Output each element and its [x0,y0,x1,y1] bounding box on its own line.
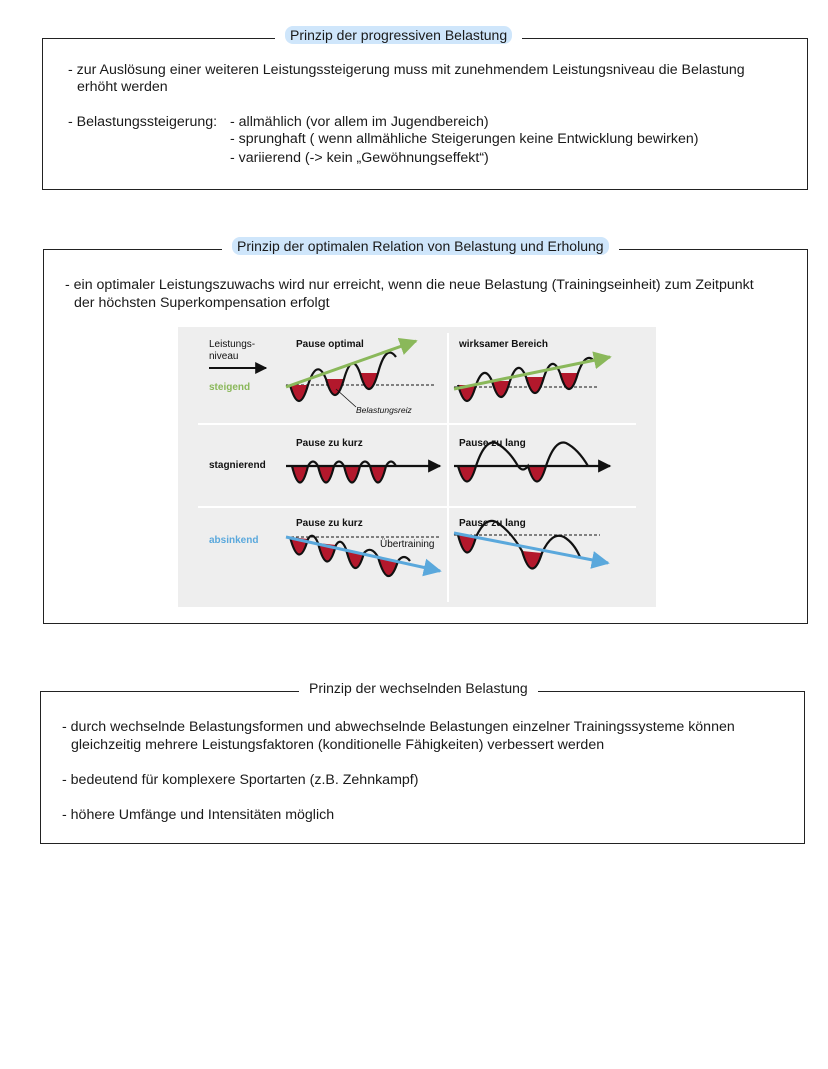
panel-label: Pause zu kurz [296,518,363,529]
panel-label: Pause zu lang [459,518,526,529]
row-label-absinkend: absinkend [209,535,259,546]
panel-label: wirksamer Bereich [459,339,548,350]
section-title [275,27,522,43]
list-item: - sprunghaft ( wenn allmähliche Steigerungen keine Entwicklung bewirken) [230,131,699,147]
list-item: - allmählich (vor allem im Jugendbereich) [230,114,489,130]
text-line: erhöht werden [77,79,168,95]
section-title-text: Prinzip der wechselnden Belastung [309,680,528,696]
row-label-stagnierend: stagnierend [209,460,266,471]
panel-label: Pause zu kurz [296,438,363,449]
section-load-recovery [43,238,808,624]
section-title [299,680,538,696]
annotation-belastungsreiz: Belastungsreiz [356,405,412,415]
list-item: - variierend (-> kein „Gewöhnungseffekt“) [230,150,489,166]
row-label-steigend: steigend [209,382,251,393]
section-alternating-load [40,680,805,844]
axis-label: niveau [209,351,239,362]
section-title-text: Prinzip der progressiven Belastung [285,26,512,44]
text-line: - höhere Umfänge und Intensitäten möglich [62,807,335,823]
text-line: der höchsten Superkompensation erfolgt [74,295,330,311]
axis-label: Leistungs- [209,339,256,350]
diagram-svg [178,327,656,607]
supercompensation-diagram [178,327,656,607]
text-line: - bedeutend für komplexere Sportarten (z.B. Zehnkampf) [62,772,419,788]
text-line: - durch wechselnde Belastungsformen und abwechselnde Belastungen einzelner Trainingssysteme können [62,719,735,735]
section-title-text: Prinzip der optimalen Relation von Belastung und Erholung [232,237,609,255]
annotation-uebertraining: Übertraining [380,539,435,550]
text-line: - ein optimaler Leistungszuwachs wird nur erreicht, wenn die neue Belastung (Trainingseinheit) zum Zeitpunkt [65,277,754,293]
text-line: gleichzeitig mehrere Leistungsfaktoren (konditionelle Fähigkeiten) verbessert werden [71,737,605,753]
section-progressive-load [42,27,808,190]
panel-label: Pause zu lang [459,438,526,449]
performance-curve [290,353,396,401]
section-title [222,238,619,254]
pointer-line [336,389,356,407]
text-line: - zur Auslösung einer weiteren Leistungssteigerung muss mit zunehmendem Leistungsniveau die Belastung [68,62,745,78]
panel-label: Pause optimal [296,339,364,350]
text-line: - Belastungssteigerung: [68,114,218,130]
